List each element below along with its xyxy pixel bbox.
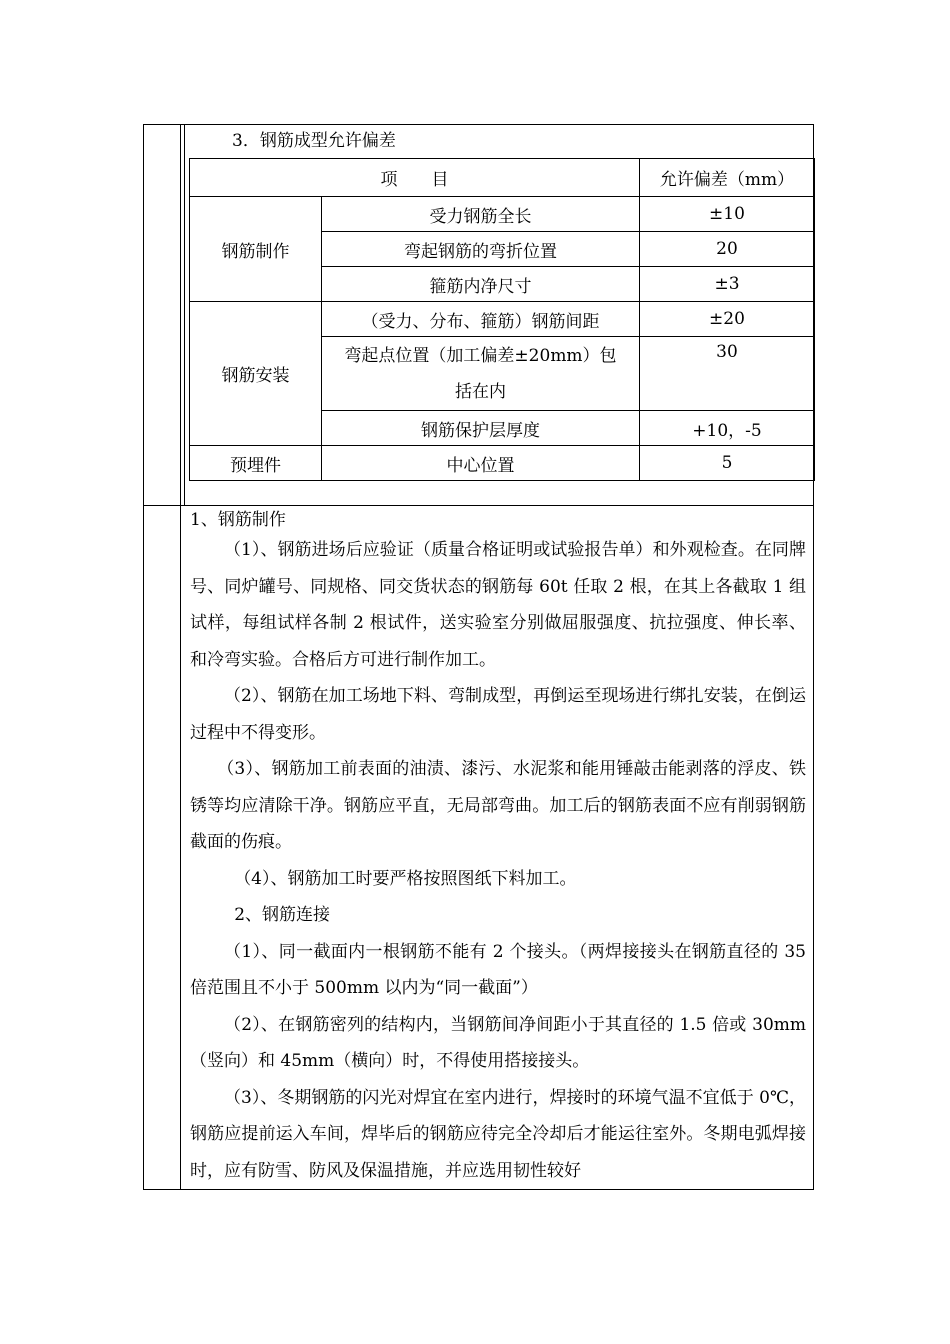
row-item <box>322 337 640 411</box>
row-value: ±3 <box>640 267 815 302</box>
paragraph: （1）、同一截面内一根钢筋不能有 2 个接头。（两焊接接头在钢筋直径的 35 倍范围且不小于 500mm 以内为“同一截面”） <box>190 941 806 998</box>
paragraph: （2）、在钢筋密列的结构内，当钢筋间净间距小于其直径的 1.5 倍或 30mm（竖向）和 45mm（横向）时，不得使用搭接接头。 <box>190 1014 806 1071</box>
row-item: 受力钢筋全长 <box>322 197 640 232</box>
row-item: （受力、分布、箍筋）钢筋间距 <box>322 302 640 337</box>
heading-connection: 2、钢筋连接 <box>234 905 331 925</box>
row-divider <box>143 505 814 506</box>
row-item-line: 弯起点位置（加工偏差±20mm）包 <box>344 345 617 366</box>
row-item: 中心位置 <box>322 446 640 481</box>
paragraph: （3）、冬期钢筋的闪光对焊宜在室内进行，焊接时的环境气温不宜低于 0℃，钢筋应提前运入车间，焊毕后的钢筋应待完全冷却后才能运往室外。冬期电弧焊接时，应有防雪、防风及保温措施，并应选用韧性较好 <box>190 1087 806 1181</box>
header-tolerance: 允许偏差（mm） <box>640 159 815 197</box>
paragraph: （3）、钢筋加工前表面的油渍、漆污、水泥浆和能用锤敲击能剥落的浮皮、铁锈等均应清除干净。钢筋应平直，无局部弯曲。加工后的钢筋表面不应有削弱钢筋截面的伤痕。 <box>190 759 806 852</box>
header-item: 项 目 <box>190 159 640 197</box>
column-divider <box>180 124 181 1190</box>
tolerance-table <box>189 158 815 481</box>
row-item: 弯起钢筋的弯折位置 <box>322 232 640 267</box>
body-text <box>190 508 806 1189</box>
paragraph: （2）、钢筋在加工场地下料、弯制成型，再倒运至现场进行绑扎安装，在倒运过程中不得变形。 <box>190 686 806 743</box>
table-header-row <box>190 159 815 197</box>
row-item: 箍筋内净尺寸 <box>322 267 640 302</box>
row-item: 钢筋保护层厚度 <box>322 411 640 446</box>
row-value: 5 <box>640 446 815 481</box>
row-value: +10，-5 <box>640 411 815 446</box>
row-value: 20 <box>640 232 815 267</box>
heading-fabrication: 1、钢筋制作 <box>190 510 286 530</box>
table-row <box>190 302 815 337</box>
row-value: ±10 <box>640 197 815 232</box>
paragraph: （4）、钢筋加工时要严格按照图纸下料加工。 <box>234 868 577 889</box>
table-row <box>190 197 815 232</box>
row-value: ±20 <box>640 302 815 337</box>
group-installation: 钢筋安装 <box>190 302 322 446</box>
row-value: 30 <box>640 337 815 411</box>
paragraph: （1）、钢筋进场后应验证（质量合格证明或试验报告单）和外观检查。在同牌号、同炉罐号、同规格、同交货状态的钢筋每 60t 任取 2 根，在其上各截取 1 组试样，每组试样各制 2 根试件，送实验室分别做屈服强度、抗拉强度、伸长率、和冷弯实验。合格后方可进行制作加工。 <box>190 540 806 670</box>
section-title: 3．钢筋成型允许偏差 <box>232 131 396 151</box>
table-row <box>190 446 815 481</box>
group-embedded: 预埋件 <box>190 446 322 481</box>
column-divider-inner <box>184 124 185 505</box>
row-item-line: 括在内 <box>455 381 506 402</box>
group-fabrication: 钢筋制作 <box>190 197 322 302</box>
